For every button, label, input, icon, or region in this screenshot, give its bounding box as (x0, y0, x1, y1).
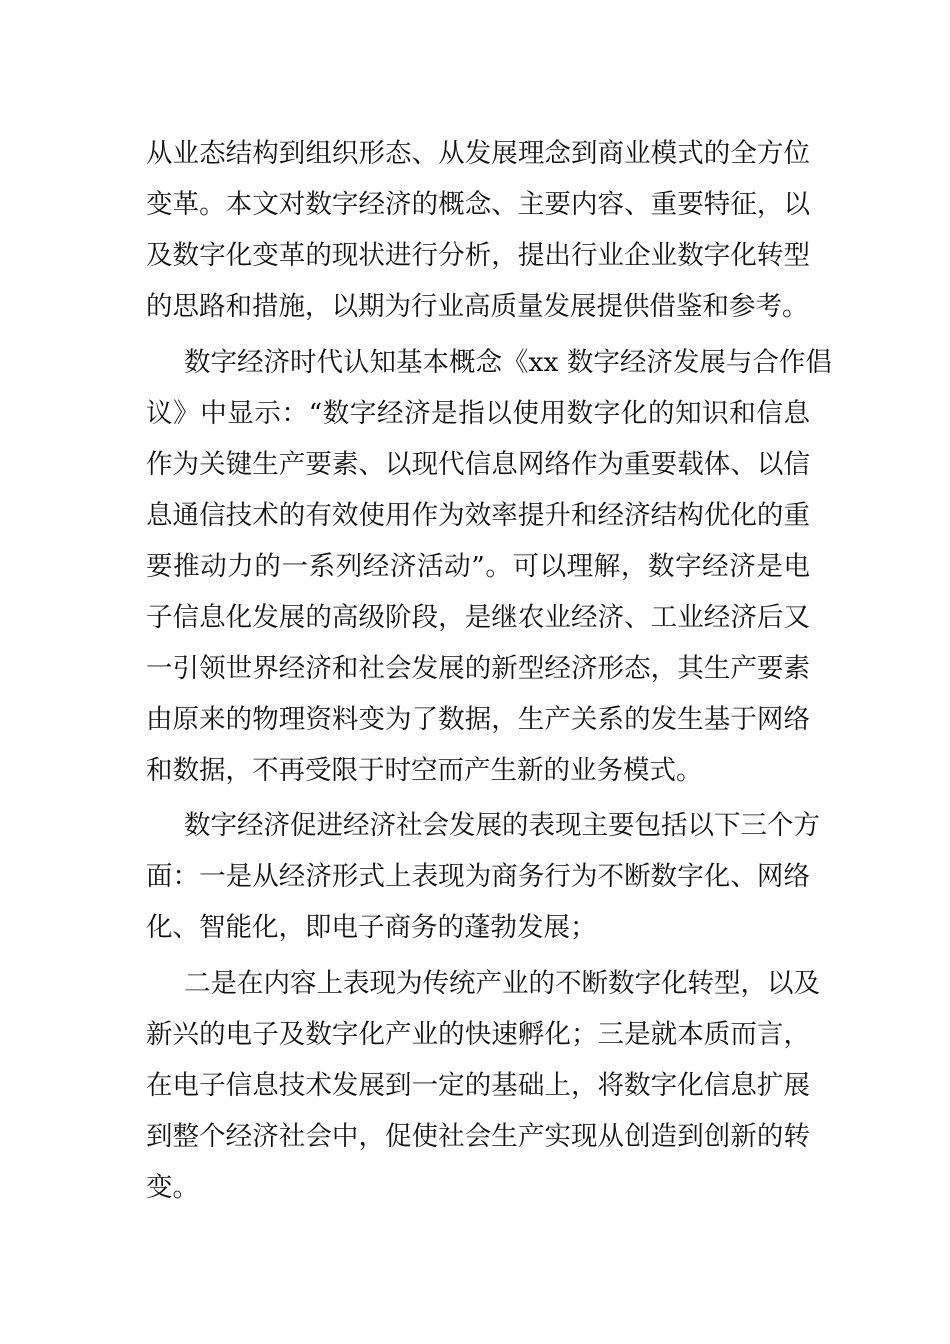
paragraph-line: 化、智能化，即电子商务的蓬勃发展； (146, 912, 597, 943)
paragraph-line: 二是在内容上表现为传统产业的不断数字化转型，以及 (184, 968, 820, 999)
paragraph-line: 息通信技术的有效使用作为效率提升和经济结构优化的重 (146, 500, 810, 531)
paragraph-line: 到整个经济社会中，促使社会生产实现从创造到创新的转 (146, 1121, 810, 1152)
paragraph-line: 数字经济时代认知基本概念《xx 数字经济发展与合作倡 (184, 347, 832, 378)
paragraph-line: 的思路和措施，以期为行业高质量发展提供借鉴和参考。 (146, 291, 809, 322)
paragraph-line: 数字经济促进经济社会发展的表现主要包括以下三个方 (184, 810, 820, 841)
paragraph-line: 在电子信息技术发展到一定的基础上，将数字化信息扩展 (146, 1070, 810, 1101)
paragraph-line: 及数字化变革的现状进行分析，提出行业企业数字化转型 (146, 240, 810, 271)
paragraph-2 (146, 337, 832, 796)
paragraph-line: 从业态结构到组织形态、从发展理念到商业模式的全方位 (146, 138, 810, 169)
paragraph-4 (146, 958, 820, 1213)
paragraph-1 (146, 128, 810, 332)
paragraph-line: 变。 (146, 1172, 199, 1203)
paragraph-line: 作为关键生产要素、以现代信息网络作为重要载体、以信 (146, 449, 810, 480)
paragraph-line: 由原来的物理资料变为了数据，生产关系的发生基于网络 (146, 704, 810, 735)
paragraph-line: 面：一是从经济形式上表现为商务行为不断数字化、网络 (146, 861, 810, 892)
paragraph-line: 和数据，不再受限于时空而产生新的业务模式。 (146, 755, 703, 786)
paragraph-line: 新兴的电子及数字化产业的快速孵化；三是就本质而言， (146, 1019, 810, 1050)
paragraph-line: 议》中显示：“数字经济是指以使用数字化的知识和信息 (146, 398, 810, 429)
paragraph-line: 变革。本文对数字经济的概念、主要内容、重要特征，以 (146, 189, 810, 220)
paragraph-line: 子信息化发展的高级阶段，是继农业经济、工业经济后又 (146, 602, 810, 633)
paragraph-3 (146, 800, 820, 953)
paragraph-line: 要推动力的一系列经济活动”。可以理解，数字经济是电 (146, 551, 810, 582)
paragraph-line: 一引领世界经济和社会发展的新型经济形态，其生产要素 (146, 653, 810, 684)
